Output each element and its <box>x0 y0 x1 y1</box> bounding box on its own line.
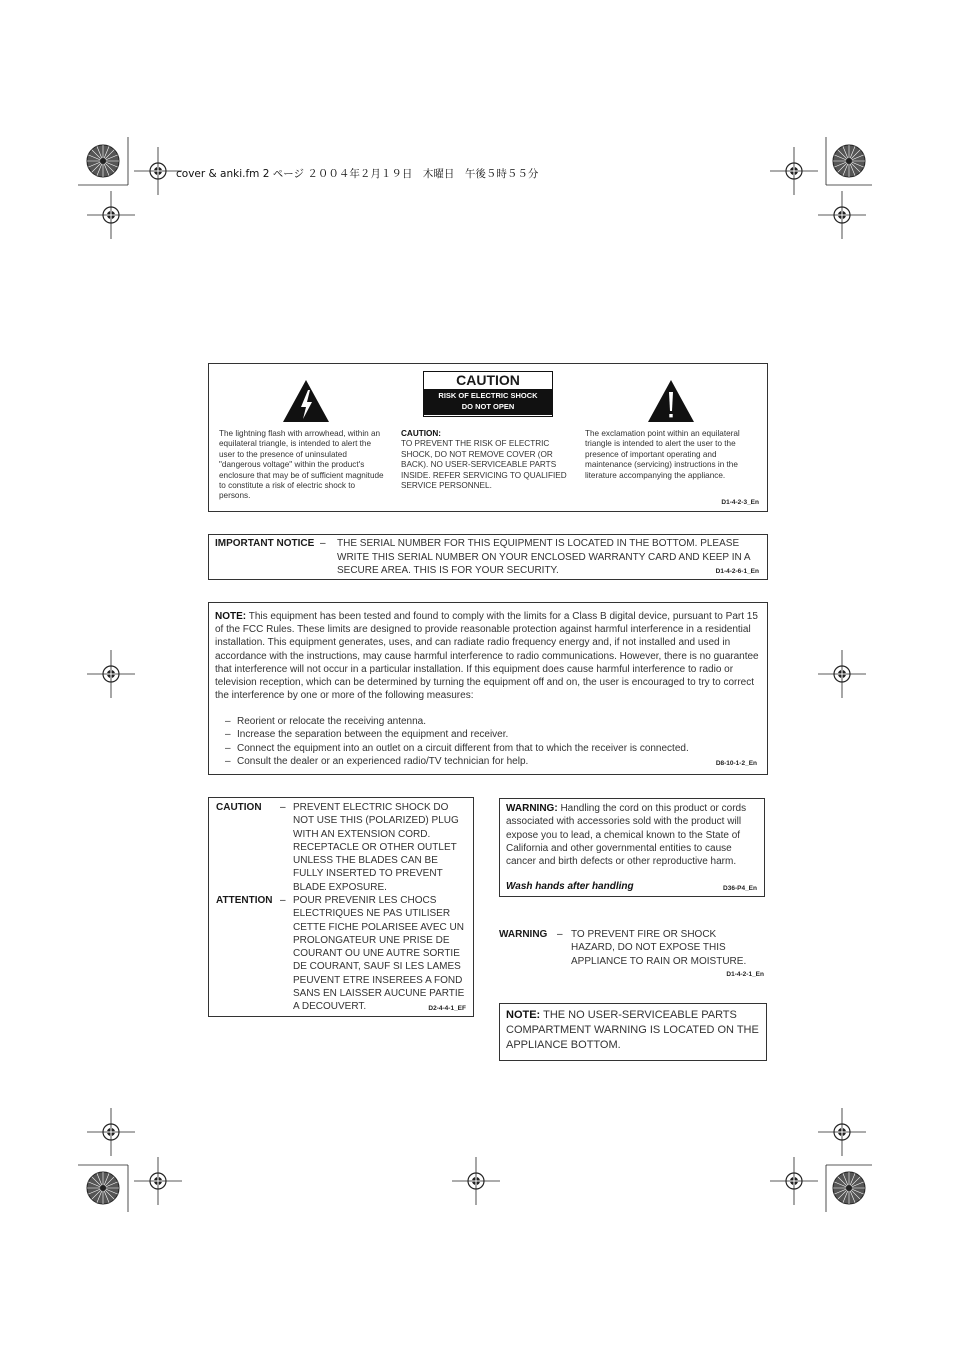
caution-badge-line2: DO NOT OPEN <box>461 402 515 411</box>
bottom-note-box <box>499 1003 767 1061</box>
exclamation-explanation: The exclamation point within an equilateral triangle is intended to alert the user to the presence of important operating and maintenance (servicing) instructions in the literature accompanying the appliance. <box>585 429 740 480</box>
fcc-note-box <box>208 602 768 775</box>
fire-warning-text: TO PREVENT FIRE OR SHOCK HAZARD, DO NOT EXPOSE THIS APPLIANCE TO RAIN OR MOISTURE. <box>571 929 747 967</box>
cord-warning-box <box>499 798 765 897</box>
plug-caution-box <box>208 797 474 1017</box>
bottom-note-label: NOTE: <box>506 1009 541 1021</box>
attention-label: ATTENTION <box>216 895 273 906</box>
reference-code: D2-4-4-1_EF <box>428 1005 466 1012</box>
attention-dash: – <box>280 895 286 906</box>
caution-badge <box>423 371 553 417</box>
attention-plug-text: POUR PREVENIR LES CHOCS ELECTRIQUES NE PAS UTILISER CETTE FICHE POLARISEE AVEC UN PROLONGATEUR UNE PRISE DE COURANT OU UNE AUTRE SORTIE DE COURANT, SAUF SI LES LAMES PEUVENT ETRE INSEREES A FOND SANS EN LAISSER AUCUNE PARTIE A DECOUVERT. <box>293 895 465 1013</box>
list-item: – Connect the equipment into an outlet on a circuit different from that to which the receiver is connected. <box>225 742 689 754</box>
electric-shock-warning-icon <box>282 379 330 423</box>
reference-code: D1-4-2-6-1_En <box>715 568 759 575</box>
list-item: – Increase the separation between the equipment and receiver. <box>225 729 509 741</box>
cord-warning-label: WARNING: <box>506 803 558 814</box>
caution-panel <box>208 363 768 512</box>
file-header: cover & anki.fm 2 ページ ２００４年２月１９日 木曜日 午後５時５５分 <box>176 168 539 180</box>
important-notice-dash: – <box>320 538 326 549</box>
fire-warning-dash: – <box>557 929 563 940</box>
important-notice-label: IMPORTANT NOTICE <box>215 538 315 549</box>
fcc-measures-list <box>225 715 755 768</box>
list-item: – Consult the dealer or an experienced radio/TV technician for help. <box>225 755 529 767</box>
important-notice-box <box>208 534 768 580</box>
reference-code: D36-P4_En <box>723 885 757 892</box>
caution-badge-line1: RISK OF ELECTRIC SHOCK <box>438 391 538 400</box>
bottom-note-text: THE NO USER-SERVICEABLE PARTS COMPARTMENT WARNING IS LOCATED ON THE APPLIANCE BOTTOM. <box>506 1009 759 1051</box>
reference-code: D8-10-1-2_En <box>715 760 757 767</box>
list-item: – Reorient or relocate the receiving antenna. <box>225 716 427 727</box>
cord-warning-text: Handling the cord on this product or cords associated with accessories sold with the product will expose you to lead, a chemical known to the State of California and other governmental entities to cause cancer and birth defects or other reproductive harm. <box>506 803 747 868</box>
caution-plug-text: PREVENT ELECTRIC SHOCK DO NOT USE THIS (POLARIZED) PLUG WITH AN EXTENSION CORD. RECEPTACLE OR OTHER OUTLET UNLESS THE BLADES CAN BE FULLY INSERTED TO PREVENT BLADE EXPOSURE. <box>293 802 459 893</box>
important-notice-text: THE SERIAL NUMBER FOR THIS EQUIPMENT IS LOCATED IN THE BOTTOM. PLEASE WRITE THIS SERIAL NUMBER ON YOUR ENCLOSED WARRANTY CARD AND KEEP IN A SECURE AREA. THIS IS FOR YOUR SECURITY. <box>337 538 751 576</box>
reference-code: D1-4-2-3_En <box>721 499 759 506</box>
exclamation-warning-icon <box>647 379 695 423</box>
reference-code: D1-4-2-1_En <box>726 971 764 978</box>
caution-instructions: TO PREVENT THE RISK OF ELECTRIC SHOCK, DO NOT REMOVE COVER (OR BACK). NO USER-SERVICEABLE PARTS INSIDE. REFER SERVICING TO QUALIFIED SERVICE PERSONNEL. <box>401 439 567 491</box>
lightning-explanation: The lightning flash with arrowhead, within an equilateral triangle, is intended to alert the user to the presence of uninsulated "dangerous voltage" within the product's enclosure that may be of sufficient magnitude to constitute a risk of electric shock to persons. <box>219 429 384 501</box>
wash-hands-text: Wash hands after handling <box>506 881 634 892</box>
fire-warning-label: WARNING <box>499 929 548 940</box>
caution-dash: – <box>280 802 286 813</box>
fire-warning <box>499 928 765 983</box>
caution-heading: CAUTION: <box>401 429 442 438</box>
caution-badge-title: CAUTION <box>456 372 520 388</box>
caution-label: CAUTION <box>216 802 262 813</box>
fcc-note-label: NOTE: <box>215 611 247 622</box>
fcc-note-text: This equipment has been tested and found to comply with the limits for a Class B digital device, pursuant to Part 15 of the FCC Rules. These limits are designed to provide reasonable protection against harmful interference in a residential installation. This equipment generates, uses, and can radiate radio frequency energy and, if not installed and used in accordance with the instructions, may cause harmful interference to radio communications. However, there is no guarantee that interference will not occur in a particular installation. If this equipment does cause harmful interference to radio or television reception, which can be determined by turning the equipment off and on, the user is encouraged to try to correct the interference by one or more of the following measures: <box>215 611 759 702</box>
